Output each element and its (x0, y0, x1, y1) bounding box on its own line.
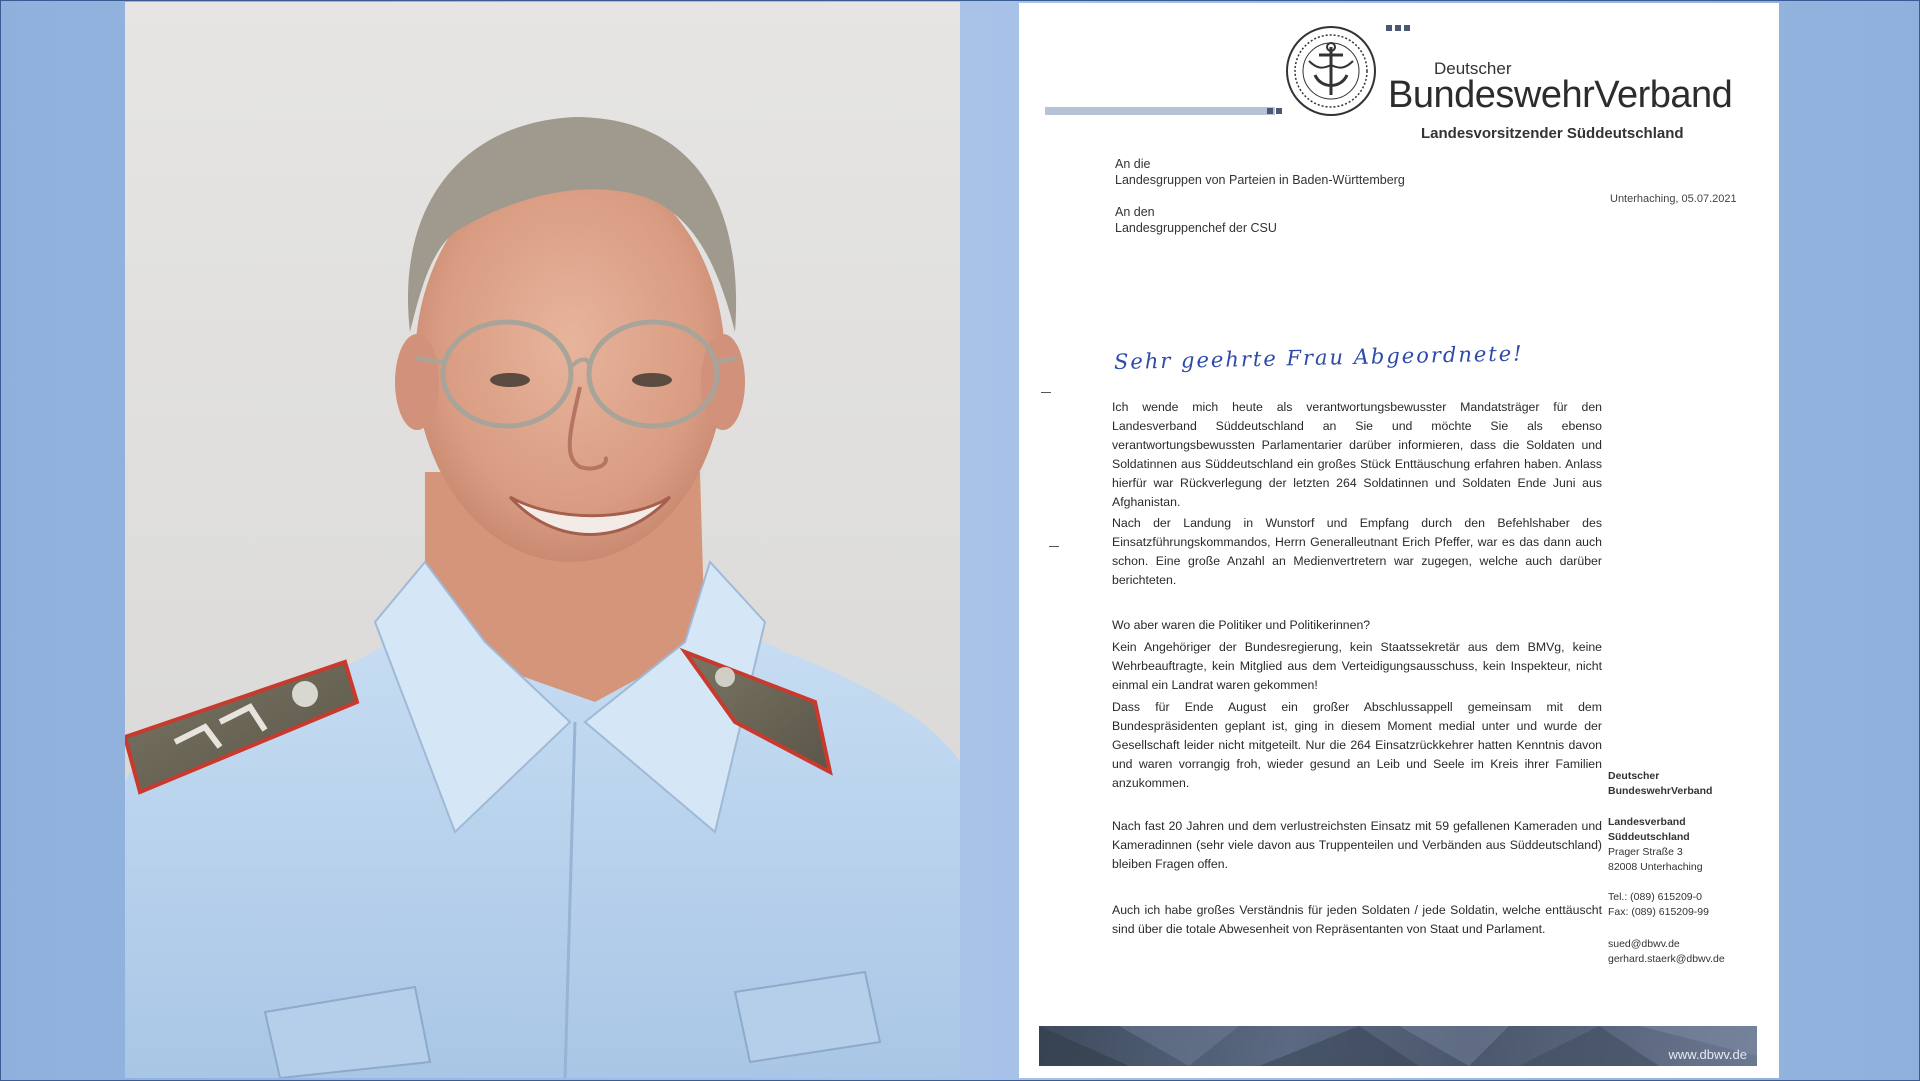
sidebar-email (1608, 937, 1725, 967)
paragraph-6: Nach fast 20 Jahren und dem verlustreichsten Einsatz mit 59 gefallenen Kameraden und Kameradinnen (sehr viele davon aus Truppenteilen und Verbänden aus Süddeutschland) bleiben Fragen offen. (1112, 819, 1602, 871)
footer-band (1039, 1026, 1757, 1066)
sidebar-email-1: sued@dbwv.de (1608, 938, 1680, 950)
recipient-line-1: An die (1115, 157, 1151, 171)
sidebar-tel: Tel.: (089) 615209-0 (1608, 891, 1702, 903)
letter-document (1019, 3, 1779, 1078)
fold-mark-1 (1041, 392, 1051, 393)
footer-website: www.dbwv.de (1668, 1047, 1747, 1062)
paragraph-4: Kein Angehöriger der Bundesregierung, kein Staatssekretär aus dem BMVg, keine Wehrbeauftragte, kein Mitglied aus dem Verteidigungsausschuss, kein Inspekteur, nicht einmal ein Landrat waren gekommen! (1112, 640, 1602, 692)
portrait-photo (125, 2, 960, 1078)
association-seal-icon (1285, 25, 1377, 117)
sidebar-org-line-1: Deutscher (1608, 770, 1660, 782)
org-subtitle: Landesvorsitzender Süddeutschland (1421, 125, 1684, 142)
recipient-line-3: An den (1115, 205, 1155, 219)
header-rule (1045, 107, 1275, 115)
paragraph-3: Wo aber waren die Politiker und Politikerinnen? (1112, 618, 1371, 632)
paragraph-5: Dass für Ende August ein großer Abschlussappell gemeinsam mit dem Bundespräsidenten geplant ist, ging in diesem Moment medial unter und wurde der Gesellschaft leider nicht mitgeteilt. Nur die 264 Einsatzrückkehrer hatten Kenntnis davon und waren vorrangig froh, wieder gesund an Leib und Seele im Kreis ihrer Familien anzukommen. (1112, 700, 1602, 790)
paragraph-2: Nach der Landung in Wunstorf und Empfang durch den Befehlshaber des Einsatzführungskommandos, Herrn Generalleutnant Erich Pfeffer, war es das dann auch schon. Eine große Anzahl an Medienvertretern war zugegen, welche auch darüber berichteten. (1112, 516, 1602, 587)
org-name-prefix: Deutscher (1434, 59, 1512, 78)
org-name: BundeswehrVerband (1388, 74, 1733, 116)
portrait-illustration (125, 2, 960, 1078)
sidebar-division-line-2: Süddeutschland (1608, 831, 1690, 843)
recipient-line-4: Landesgruppenchef der CSU (1115, 221, 1277, 235)
sidebar-city: 82008 Unterhaching (1608, 861, 1703, 873)
paragraph-7: Auch ich habe großes Verständnis für jeden Soldaten / jede Soldatin, welche enttäuscht sind über die totale Abwesenheit von Repräsentanten von Staat und Parlament. (1112, 903, 1602, 936)
sidebar-org-line-2: BundeswehrVerband (1608, 785, 1713, 797)
recipient-line-2: Landesgruppen von Parteien in Baden-Württemberg (1115, 173, 1405, 187)
handwritten-salutation: Sehr geehrte Frau Abgeordnete! (1113, 341, 1524, 374)
footer-pattern-icon (1039, 1026, 1757, 1066)
sidebar-street: Prager Straße 3 (1608, 846, 1683, 858)
letter-date: Unterhaching, 05.07.2021 (1610, 193, 1737, 205)
sidebar-org (1608, 769, 1712, 799)
header-dots-left (1267, 108, 1282, 114)
paragraph-1: Ich wende mich heute als verantwortungsbewusster Mandatsträger für den Landesverband Süddeutschland an Sie und möchte Sie als ebenso verantwortungsbewussten Parlamentarier darüber informieren, dass die Soldaten und Soldatinnen aus Süddeutschland ein großes Stück Enttäuschung erfahren haben. Anlass hierfür war Rückverlegung der letzten 264 Soldatinnen und Soldaten Ende Juni aus Afghanistan. (1112, 400, 1602, 509)
sidebar-fax: Fax: (089) 615209-99 (1608, 906, 1709, 918)
sidebar-division-line-1: Landesverband (1608, 816, 1686, 828)
sidebar-email-2: gerhard.staerk@dbwv.de (1608, 953, 1725, 965)
sidebar-address (1608, 815, 1703, 875)
sidebar-phone (1608, 890, 1709, 920)
fold-mark-2 (1049, 546, 1059, 547)
header-dots-right (1386, 25, 1410, 31)
